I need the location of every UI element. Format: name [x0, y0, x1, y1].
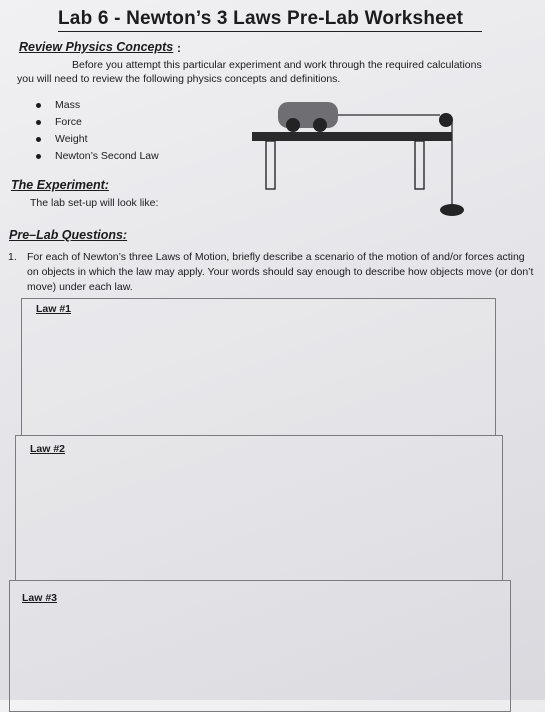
law-3-label: Law #3 — [22, 592, 58, 604]
experiment-text: The lab set-up will look like: — [30, 197, 159, 209]
review-intro-line2: you will need to review the following physics concepts and definitions. — [17, 73, 341, 85]
law-1-label: Law #1 — [36, 303, 72, 315]
concept-item-newtons-second-law: Newton’s Second Law — [36, 148, 159, 165]
concept-item-weight: Weight — [36, 131, 159, 148]
concept-list — [36, 97, 159, 165]
experiment-heading: The Experiment: — [11, 178, 109, 192]
table-leg-right — [415, 141, 424, 189]
question-1-number: 1. — [8, 251, 17, 263]
lab-setup-diagram — [250, 98, 480, 226]
worksheet-title: Lab 6 - Newton’s 3 Laws Pre-Lab Worksheet — [58, 8, 482, 32]
question-1-text: For each of Newton’s three Laws of Motion, briefly describe a scenario of the motion of and/or forces acting on objects in which the law may apply. Your words should say enough to describe how objects move (or don’t move) under each law. — [27, 251, 534, 293]
cart-wheel-left — [286, 118, 300, 132]
prelab-heading: Pre–Lab Questions: — [9, 228, 128, 242]
table-leg-left — [266, 141, 275, 189]
law-2-label: Law #2 — [30, 443, 66, 455]
concept-item-mass: Mass — [36, 97, 159, 114]
review-intro-line1: Before you attempt this particular experiment and work through the required calculations — [72, 59, 482, 71]
pulley — [439, 113, 453, 127]
cart-wheel-right — [313, 118, 327, 132]
review-heading — [19, 40, 173, 54]
review-heading-text: Review Physics Concepts — [19, 40, 174, 54]
answer-box-law-1[interactable] — [21, 298, 496, 436]
review-heading-colon: : — [177, 41, 181, 55]
table-top — [252, 132, 452, 141]
answer-box-law-2[interactable] — [15, 435, 503, 581]
hanging-mass — [440, 204, 464, 216]
answer-box-law-3[interactable] — [9, 580, 511, 712]
concept-item-force: Force — [36, 114, 159, 131]
